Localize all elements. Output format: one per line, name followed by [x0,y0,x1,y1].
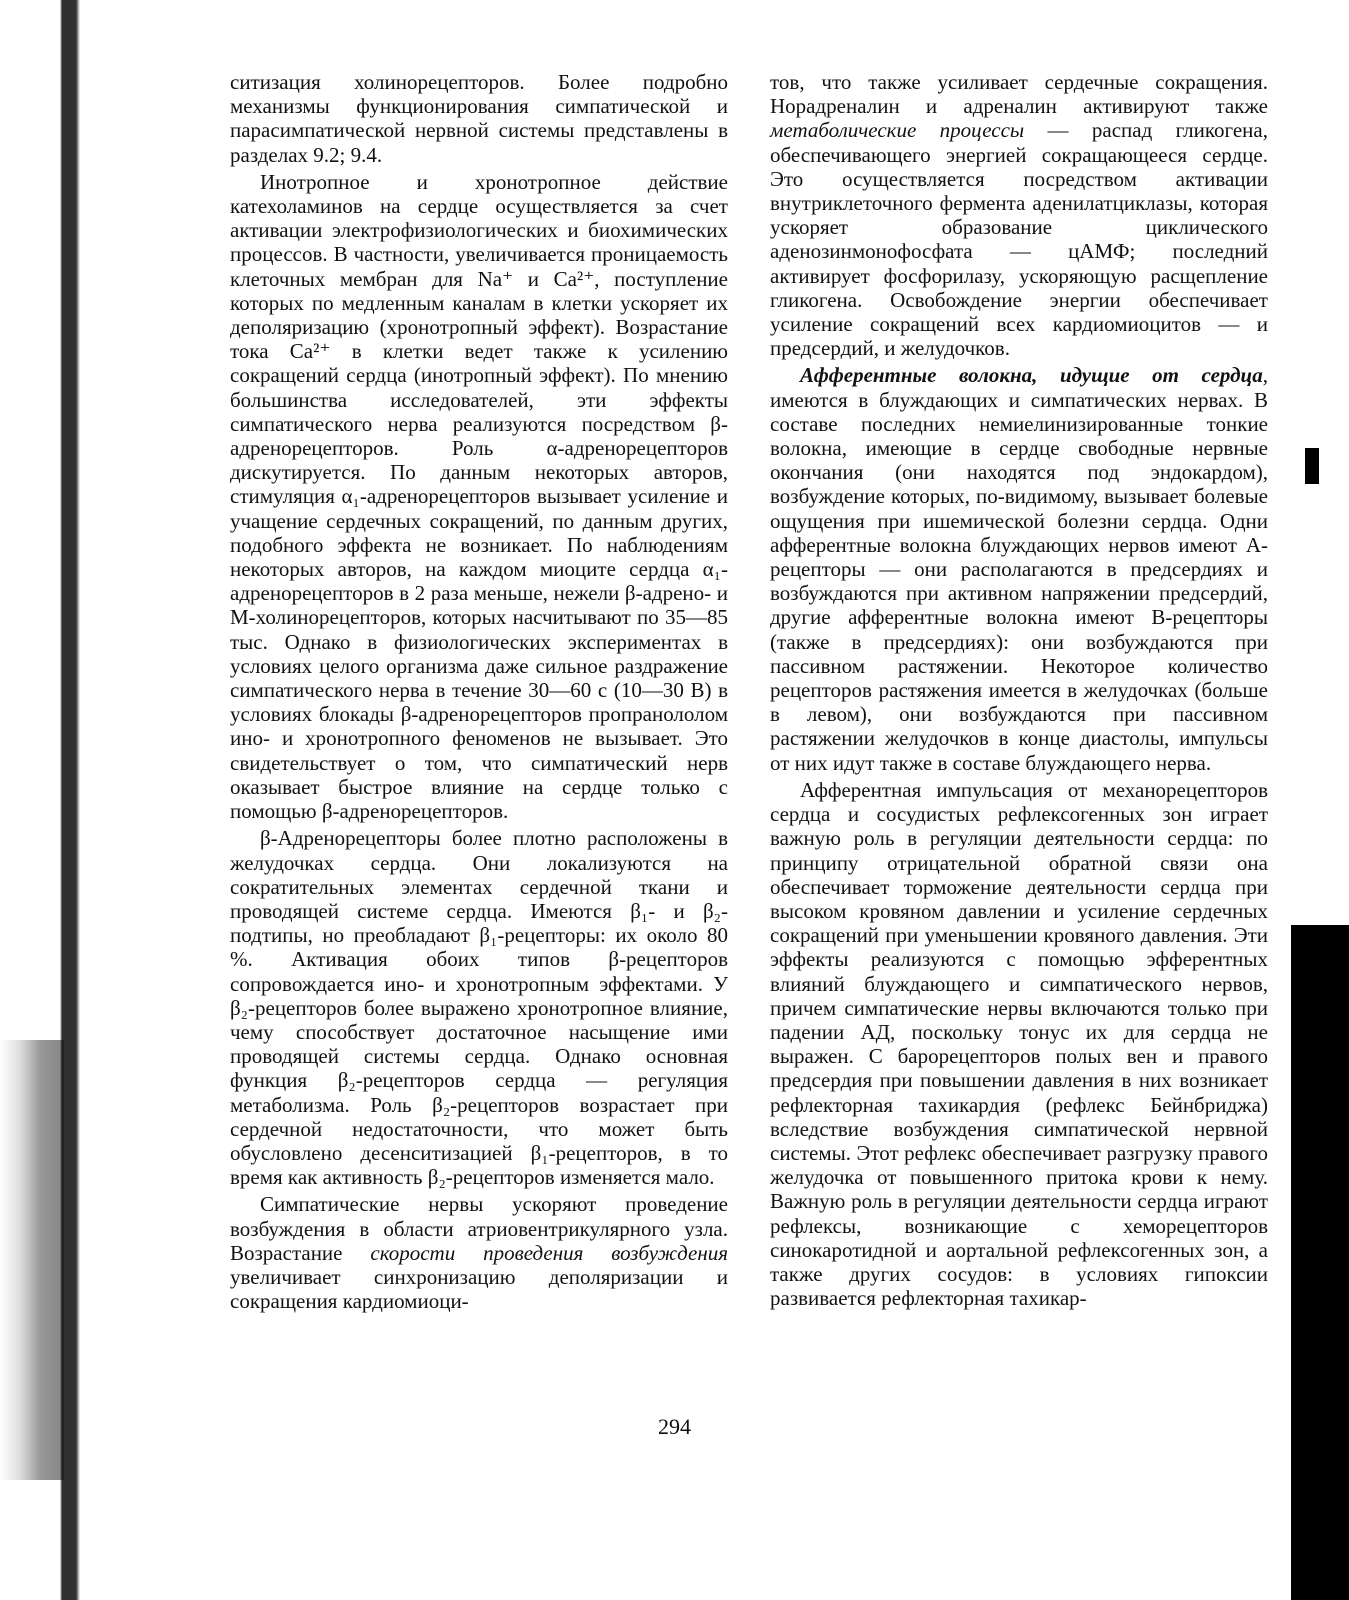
scan-edge-right [1291,925,1349,1600]
paragraph-left-2: Инотропное и хронотропное действие катехоламинов на сердце осуществляется за счет активации электрофизиологических и биохимических процессов. В частности, увеличивается проницаемость клеточных мембран для Na⁺ и Ca²⁺, поступление которых по медленным каналам в клетки ускоряет их деполяризацию (хронотропный эффект). Возрастание тока Ca²⁺ в клетки ведет также к усилению сокращений сердца (инотропный эффект). По мнению большинства исследователей, эти эффекты симпатического нерва реализуются посредством β-адренорецепторов. Роль α-адренорецепторов дискутируется. По данным некоторых авторов, стимуляция α₁-адренорецепторов вызывает усиление и учащение сердечных сокращений, по данным других, подобного эффекта не возникает. По наблюдениям некоторых авторов, на каждом миоците сердца α₁-адренорецепторов в 2 раза меньше, нежели β-адрено- и М-холинорецепторов, которых насчитывают по 35—85 тыс. Однако в физиологических экспериментах в условиях целого организма даже сильное раздражение симпатического нерва в течение 30—60 с (10—30 В) в условиях блокады β-адренорецепторов пропранололом ино- и хронотропного феноменов не вызывает. Это свидетельствует о том, что симпатический нерв оказывает быстрое влияние на сердце только с помощью β-адренорецепторов. [230,169,728,824]
paragraph-right-2 [770,363,1268,774]
paragraph-right-1-start: тов, что также усиливает сердечные сокращения. Норадреналин и адреналин активируют также [770,70,1268,119]
paragraph-right-1-italic: метаболические процессы [770,118,1025,143]
paragraph-left-4-start: Симпатические нервы ускоряют проведение возбуждения в области атриовентрикулярного узла. Возрастание [230,1192,728,1265]
paragraph-right-2-heading: Афферентные волокна, идущие от сердца [800,363,1263,388]
paragraph-right-1 [770,70,1268,360]
left-column [230,70,728,1313]
paragraph-left-4-end: увеличивает синхронизацию деполяризации и сокращения кардиомиоци- [230,1264,728,1314]
scan-mark-right [1305,448,1319,484]
paragraph-left-1: ситизация холинорецепторов. Более подробно механизмы функционирования симпатической и парасимпатической нервной системы представлены в разделах 9.2; 9.4. [230,70,728,167]
paragraph-right-3: Афферентная импульсация от механорецепторов сердца и сосудистых рефлексогенных зон играет важную роль в регуляции деятельности сердца: по принципу отрицательной обратной связи она обеспечивает торможение деятельности сердца при высоком кровяном давлении и усиление сердечных сокращений при уменьшении кровяного давления. Эти эффекты реализуются с помощью эфферентных влияний блуждающего и симпатического нервов, причем симпатические нервы включаются только при падении АД, поскольку тонус их для сердца не выражен. С барорецепторов полых вен и правого предсердия при повышении давления в них возникает рефлекторная тахикардия (рефлекс Бейнбриджа) вследствие возбуждения симпатической нервной системы. Этот рефлекс обеспечивает разгрузку правого желудочка от повышенного притока крови к нему. Важную роль в регуляции деятельности сердца играют рефлексы, возникающие с хеморецепторов синокаротидной и аортальной рефлексогенных зон, а также других сосудов: в условиях гипоксии развивается рефлекторная тахикар- [770,777,1268,1311]
page-number: 294 [658,1414,691,1439]
paragraph-left-4 [230,1192,728,1313]
right-column [770,70,1268,1310]
paragraph-right-1-end: — распад гликогена, обеспечивающего энергией сокращающееся сердце. Это осуществляется посредством активации внутриклеточного фермента аденилатциклазы, которая ускоряет образование циклического аденозинмонофосфата — цАМФ; последний активирует фосфорилазу, ускоряющую расщепление гликогена. Освобождение энергии обеспечивает усиление сокращений всех кардиомиоцитов — и предсердий, и желудочков. [770,118,1268,361]
paragraph-left-3: β-Адренорецепторы более плотно расположены в желудочках сердца. Они локализуются на сократительных элементах сердечной ткани и проводящей системе сердца. Имеются β₁- и β₂-подтипы, но преобладают β₁-рецепторы: их около 80 %. Активация обоих типов β-рецепторов сопровождается ино- и хронотропным эффектами. У β₂-рецепторов более выражено хронотропное влияние, чему способствует достаточное насыщение ими проводящей системы сердца. Однако основная функция β₂-рецепторов сердца — регуляция метаболизма. Роль β₂-рецепторов возрастает при сердечной недостаточности, что может быть обусловлено десенситизацией β₁-рецепторов, в то время как активность β₂-рецепторов изменяется мало. [230,826,728,1190]
paragraph-right-2-body: , имеются в блуждающих и симпатических нервах. В составе последних немиелинизированные тонкие волокна, имеющие в сердце свободные нервные окончания (они находятся под эндокардом), возбуждение которых, по-видимому, вызывает болевые ощущения при ишемической болезни сердца. Одни афферентные волокна блуждающих нервов имеют А-рецепторы — они располагаются в предсердиях и возбуждаются при активном напряжении предсердий, другие афферентные волокна имеют В-рецепторы (также в предсердиях): они возбуждаются при пассивном растяжении. Некоторое количество рецепторов растяжения имеется в желудочках (больше в левом), они возбуждаются при пассивном растяжении желудочков в конце диастолы, импульсы от них идут также в составе блуждающего нерва. [770,363,1268,775]
paragraph-left-4-italic: скорости проведения возбуждения [370,1240,728,1265]
